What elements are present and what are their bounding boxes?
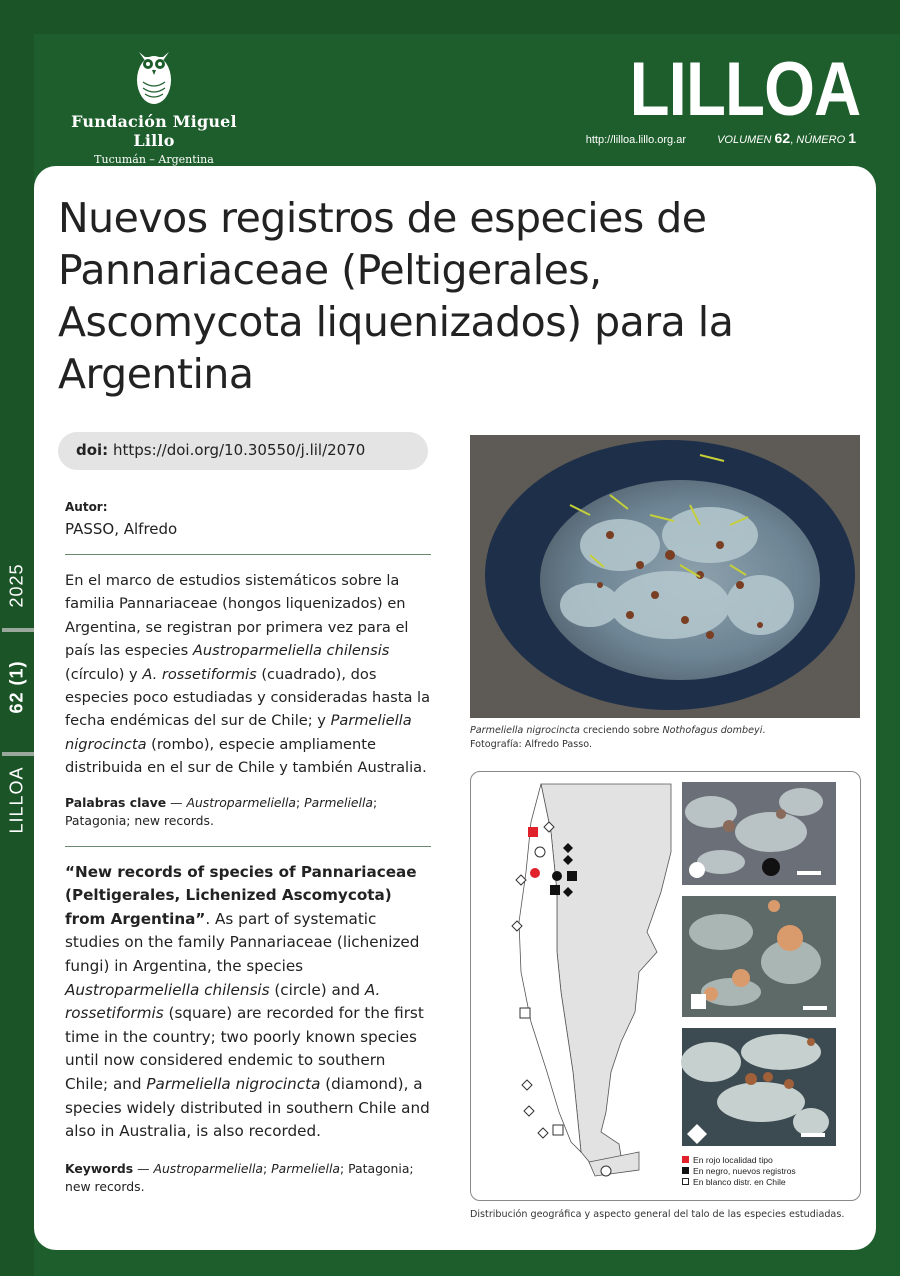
distribution-figure — [470, 771, 861, 1201]
specimen-panels — [681, 782, 836, 1146]
journal-url[interactable]: http://lilloa.lillo.org.ar — [585, 134, 687, 146]
author-label: Autor: — [65, 500, 108, 514]
chile-square-icon — [553, 1125, 563, 1135]
chile-diamond-icon — [538, 1128, 548, 1138]
side-volume-issue: 62 (1) — [6, 660, 27, 714]
doi-link[interactable]: https://doi.org/10.30550/j.lil/2070 — [112, 441, 366, 459]
chile-diamond-icon — [524, 1106, 534, 1116]
scale-bar — [801, 1133, 825, 1137]
foundation-name: Fundación Miguel Lillo — [71, 112, 237, 150]
issue-label: NÚMERO — [796, 134, 846, 146]
side-separator — [2, 628, 34, 632]
abstract-en: “New records of species of Pannariaceae (Peltigerales, Lichenized Ascomycota) from Argentina”. As part of systematic studies on the family Pannariaceae (lichenized fungi) in Argentina, the species Austroparmeliella chilensis (circle) and A. rossetiformis (square) are recorded for the first time in the country; two poorly known species until now considered endemic to southern Chile; and Parmeliella nigrocincta (diamond), a species widely distributed in southern Chile and also in Australia, is also recorded. — [65, 862, 430, 1141]
new-record-circle-icon — [552, 871, 562, 881]
new-record-square-icon — [567, 871, 577, 881]
photo-caption: Parmeliella nigrocincta creciendo sobre Nothofagus dombeyi. Fotografía: Alfredo Passo. — [470, 725, 766, 750]
divider — [65, 846, 431, 847]
new-record-square-icon — [550, 885, 560, 895]
left-column — [65, 500, 431, 1196]
square-symbol-icon — [691, 994, 706, 1009]
journal-meta: http://lilloa.lillo.org.ar VOLUMEN 62, NÚMERO 1 — [585, 130, 856, 146]
divider — [65, 554, 431, 555]
legend-red-square-icon — [682, 1156, 689, 1163]
article-title: Nuevos registros de especies de Pannariaceae (Peltigerales, Ascomycota liquenizados) para la Argentina — [58, 194, 734, 398]
scale-bar — [797, 871, 821, 875]
chile-diamond-icon — [522, 1080, 532, 1090]
doi-label: doi: — [76, 441, 109, 459]
figure-legend — [682, 1155, 796, 1187]
keywords-es: Palabras clave — Austroparmeliella; Parmeliella; Patagonia; new records. — [65, 794, 378, 828]
author-name: PASSO, Alfredo — [65, 520, 178, 538]
chile-square-icon — [520, 1008, 530, 1018]
scale-bar — [803, 1006, 827, 1010]
volume-number: 62 — [774, 130, 791, 146]
legend-red: En rojo localidad tipo — [693, 1155, 773, 1165]
foundation-place: Tucumán – Argentina — [94, 153, 214, 166]
owl-icon — [133, 42, 175, 106]
legend-black: En negro, nuevos registros — [693, 1166, 796, 1176]
south-america-map — [519, 784, 671, 1176]
side-separator — [2, 752, 34, 756]
issue-number: 1 — [848, 130, 856, 146]
header — [34, 34, 900, 164]
side-year: 2025 — [6, 563, 27, 608]
article-card — [34, 166, 876, 1250]
side-journal: LILLOA — [6, 766, 27, 834]
figure-caption: Distribución geográfica y aspecto general del talo de las especies estudiadas. — [470, 1209, 845, 1220]
journal-title: LILLOA — [629, 47, 860, 132]
legend-white: En blanco distr. en Chile — [693, 1177, 786, 1187]
chile-circle-icon — [601, 1166, 611, 1176]
chile-circle-icon — [535, 847, 545, 857]
type-locality-circle-icon — [530, 868, 540, 878]
legend-white-square-icon — [683, 1179, 689, 1185]
keywords-en: Keywords — Austroparmeliella; Parmeliella; Patagonia; new records. — [65, 1160, 414, 1194]
circle-symbol-icon — [689, 862, 705, 878]
lichen-photo — [470, 435, 860, 718]
top-band — [0, 0, 900, 34]
volume-label: VOLUMEN — [717, 134, 772, 146]
abstract-es: En el marco de estudios sistemáticos sobre la familia Pannariaceae (hongos liquenizados) en Argentina, se registran por primera vez para el país las especies Austroparmeliella chilensis (círculo) y A. rossetiformis (cuadrado), dos especies poco estudiadas y consideradas hasta la fecha endémicas del sur de Chile; y Parmeliella nigrocincta (rombo), especie ampliamente distribuida en el sur de Chile y también Australia. — [65, 572, 431, 777]
doi-pill[interactable] — [58, 432, 428, 470]
type-locality-square-icon — [528, 827, 538, 837]
side-label — [2, 540, 32, 870]
legend-black-square-icon — [682, 1167, 689, 1174]
foundation-logo — [54, 42, 254, 166]
